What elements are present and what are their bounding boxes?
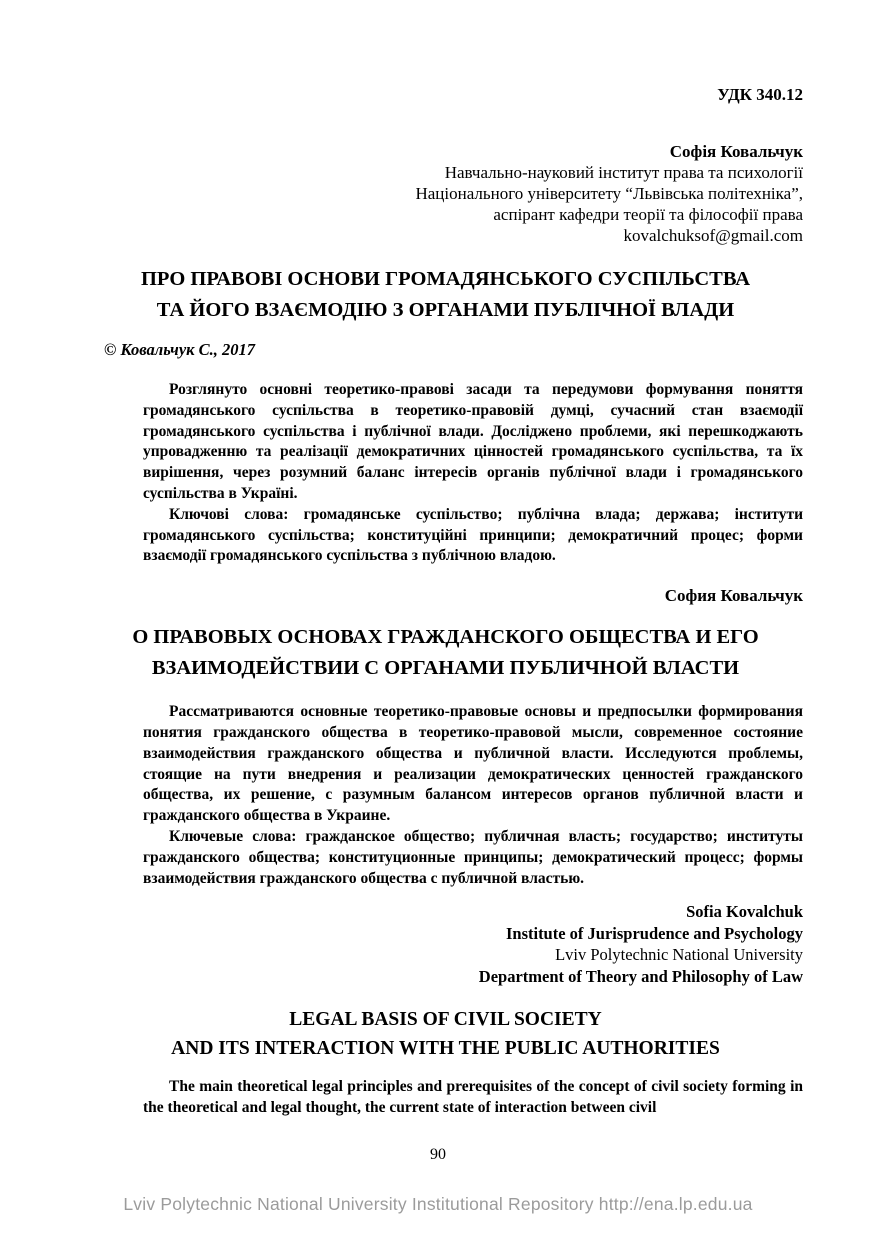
- affiliation-en-institute: Institute of Jurisprudence and Psychology: [505, 923, 803, 943]
- author-name-en: Sofia Kovalchuk: [686, 902, 803, 922]
- abstract-ru: Рассматриваются основные теоретико-правовые основы и предпосылки формирования понятия гражданского общества в теоретико-правовой мысли, современное состояние взаимодействия гражданского общества и публичной власти. Исследуются проблемы, стоящие на пути внедрения и реализации демократических ценностей гражданского общества, их решение, с разумным балансом интересов органов публичной власти и гражданского общества в Украине.: [143, 703, 803, 825]
- copyright-line: © Ковальчук С., 2017: [104, 340, 256, 359]
- affiliation-uk-line: Навчально-науковий інститут права та психології: [444, 163, 803, 182]
- affiliation-en-department: Department of Theory and Philosophy of Law: [478, 966, 803, 986]
- udc-code: УДК 340.12: [717, 85, 803, 104]
- article-title-ru-line1: О ПРАВОВЫХ ОСНОВАХ ГРАЖДАНСКОГО ОБЩЕСТВА И ЕГО: [132, 626, 759, 649]
- article-title-uk-line2: ТА ЙОГО ВЗАЄМОДІЮ З ОРГАНАМИ ПУБЛІЧНОЇ ВЛАДИ: [156, 299, 735, 321]
- article-title-en-line2: AND ITS INTERACTION WITH THE PUBLIC AUTHORITIES: [171, 1038, 720, 1060]
- author-name-uk: Софія Ковальчук: [669, 142, 803, 161]
- repository-footer: Lviv Polytechnic National University Institutional Repository http://ena.lp.edu.ua: [123, 1194, 753, 1214]
- author-block-uk: [88, 141, 803, 246]
- article-title-en-line1: LEGAL BASIS OF CIVIL SOCIETY: [289, 1009, 602, 1031]
- article-title-ru: [88, 622, 803, 684]
- page-content: [88, 0, 803, 1119]
- article-title-ru-line2: ВЗАИМОДЕЙСТВИИ С ОРГАНАМИ ПУБЛИЧНОЙ ВЛАСТИ: [151, 657, 740, 680]
- page-number: 90: [430, 1146, 446, 1163]
- abstract-uk: Розглянуто основні теоретико-правові засади та передумови формування поняття громадянського суспільства в теоретико-правовій думці, сучасний стан взаємодії громадянського суспільства і публічної влади. Досліджено проблеми, які перешкоджають упровадженню та реалізації демократичних цінностей громадянського суспільства, та їх вирішення, через розумний баланс інтересів органів публічної влади і громадянського суспільства в Україні.: [143, 381, 803, 502]
- article-title-uk-line1: ПРО ПРАВОВІ ОСНОВИ ГРОМАДЯНСЬКОГО СУСПІЛЬСТВА: [140, 268, 751, 290]
- affiliation-uk-line: аспірант кафедри теорії та філософії права: [493, 205, 803, 224]
- article-title-uk: [88, 264, 803, 326]
- author-email: kovalchuksof@gmail.com: [623, 226, 803, 245]
- article-title-en: [88, 1005, 803, 1063]
- affiliation-uk-line: Національного університету “Львівська політехніка”,: [415, 184, 803, 203]
- author-name-ru: София Ковальчук: [664, 586, 803, 606]
- abstract-en: The main theoretical legal principles and prerequisites of the concept of civil society forming in the theoretical and legal thought, the current state of interaction between civil: [143, 1078, 803, 1117]
- keywords-uk: Ключові слова: громадянське суспільство; публічна влада; держава; інститути громадянського суспільства; конституційні принципи; демократичний процес; форми взаємодії громадянського суспільства з публічною владою.: [143, 505, 803, 565]
- keywords-ru: Ключевые слова: гражданское общество; публичная власть; государство; институты гражданского общества; конституционные принципы; демократический процесс; формы взаимодействия гражданского общества с публичной властью.: [143, 827, 803, 887]
- affiliation-en-university: Lviv Polytechnic National University: [555, 945, 803, 965]
- author-block-en: [88, 901, 803, 987]
